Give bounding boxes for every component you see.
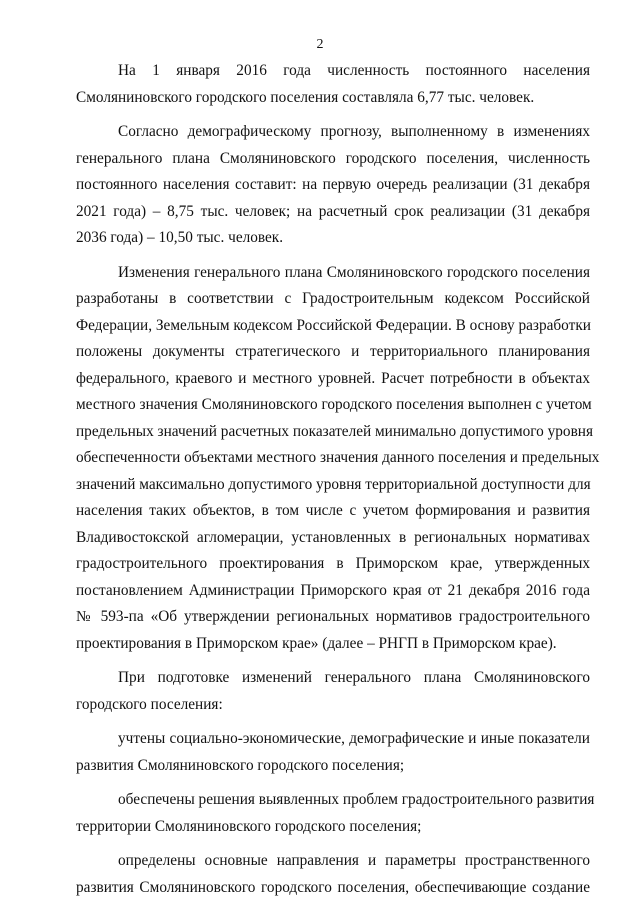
text-line: градостроительного проектирования в Приморском крае, утвержденных <box>76 555 590 572</box>
text-line: территории Смоляниновского городского поселения; <box>76 817 422 835</box>
text-line: учтены социально-экономические, демографические и иные показатели <box>118 730 590 747</box>
paragraph <box>76 787 595 840</box>
paragraph <box>76 665 590 718</box>
text-line: положены документы стратегического и территориального планирования <box>76 343 590 360</box>
paragraph <box>76 726 590 779</box>
text-line: При подготовке изменений генерального плана Смоляниновского <box>118 669 590 686</box>
text-line: обеспечены решения выявленных проблем градостроительного развития <box>118 791 595 808</box>
page-number: 2 <box>316 37 324 52</box>
text-line: проектирования в Приморском крае» (далее – РНГП в Приморском крае). <box>76 634 557 652</box>
text-line: обеспеченности объектами местного значения данного поселения и предельных <box>76 449 600 466</box>
text-line: 2036 года) – 10,50 тыс. человек. <box>76 229 284 246</box>
text-line: Владивостокской агломерации, установленных в региональных нормативах <box>76 528 590 546</box>
text-line: № 593-па «Об утверждении региональных нормативов градостроительного <box>76 608 590 625</box>
text-line: Изменения генерального плана Смоляниновского городского поселения <box>118 263 590 281</box>
text-line: На 1 января 2016 года численность постоянного населения <box>118 62 590 79</box>
text-line: 2021 года) – 8,75 тыс. человек; на расчетный срок реализации (31 декабря <box>76 202 590 220</box>
text-line: определены основные направления и параметры пространственного <box>118 852 590 869</box>
paragraph <box>76 848 590 901</box>
text-line: городского поселения: <box>76 695 223 713</box>
text-line: значений максимально допустимого уровня территориальной доступности для <box>76 475 591 493</box>
paragraph <box>76 58 590 111</box>
text-line: федерального, краевого и местного уровней. Расчет потребности в объектах <box>76 369 590 387</box>
text-line: развития Смоляниновского городского поселения, обеспечивающие создание <box>76 878 590 896</box>
text-line: развития Смоляниновского городского поселения; <box>76 756 405 774</box>
text-line: постановлением Администрации Приморского края от 21 декабря 2016 года <box>76 581 590 599</box>
text-line: предельных значений расчетных показателей минимально допустимого уровня <box>76 422 594 440</box>
text-line: местного значения Смоляниновского городского поселения выполнен с учетом <box>76 396 592 413</box>
document-body <box>76 58 600 909</box>
text-line: Смоляниновского городского поселения составляла 6,77 тыс. человек. <box>76 88 535 106</box>
text-line: Согласно демографическому прогнозу, выполненному в изменениях <box>118 123 590 140</box>
text-line: Федерации, Земельным кодексом Российской Федерации. В основу разработки <box>76 316 591 334</box>
text-line: генерального плана Смоляниновского городского поселения, численность <box>76 149 590 167</box>
text-line: постоянного населения составит: на первую очередь реализации (31 декабря <box>76 176 590 193</box>
paragraph <box>76 119 590 252</box>
text-line: разработаны в соответствии с Градостроительным кодексом Российской <box>76 290 590 307</box>
paragraph <box>76 260 600 658</box>
text-line: населения таких объектов, в том числе с учетом формирования и развития <box>76 502 590 519</box>
